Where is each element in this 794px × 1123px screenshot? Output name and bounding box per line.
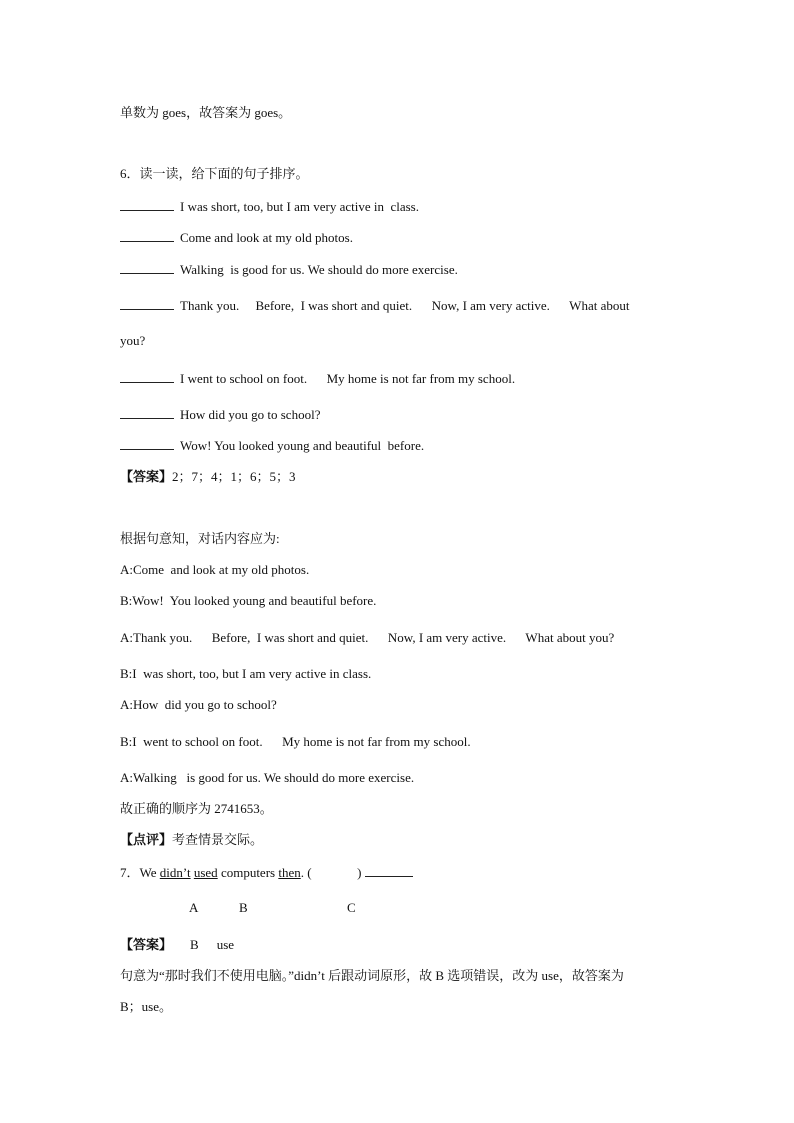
question-7 — [120, 864, 413, 881]
q6-item-1 — [120, 198, 419, 215]
answer-label: 【答案】 — [120, 469, 173, 484]
intro-line: 单数为 goes，故答案为 goes。 — [120, 105, 292, 120]
q6-item-5-text: I went to school on foot. My home is not far from my school. — [180, 371, 516, 386]
answer-value: 2；7；4；1；6；5；3 — [172, 469, 296, 484]
q6-item-7 — [120, 437, 424, 454]
q7-period: . — [300, 865, 304, 880]
dialogue-line-1: A:Come and look at my old photos. — [120, 562, 310, 577]
q6-answer — [120, 469, 296, 485]
dialogue-line-2: B:Wow! You looked young and beautiful before. — [120, 593, 377, 608]
q7-option-b-word: used — [193, 865, 218, 880]
answer-blank[interactable] — [120, 198, 174, 211]
q6-item-5 — [120, 370, 515, 387]
q6-item-3 — [120, 261, 458, 278]
dialogue-line-5: A:How did you go to school? — [120, 697, 277, 712]
q7-option-b-label: B — [239, 900, 248, 915]
q6-item-4-text: Thank you. Before, I was short and quiet. Now, I am very active. What about — [180, 298, 630, 313]
q7-answer — [120, 937, 234, 953]
q6-item-2 — [120, 229, 353, 246]
comment-label: 【点评】 — [120, 832, 173, 847]
dialogue-line-6: B:I went to school on foot. My home is not far from my school. — [120, 734, 471, 749]
q6-explain-intro: 根据句意知，对话内容应为: — [120, 531, 280, 546]
q6-item-1-text: I was short, too, but I am very active in class. — [180, 199, 419, 214]
answer-blank[interactable] — [120, 370, 174, 383]
q6-item-7-text: Wow! You looked young and beautiful before. — [180, 438, 425, 453]
q6-item-3-text: Walking is good for us. We should do more exercise. — [180, 262, 458, 277]
q7-explain-line-1: 句意为“那时我们不使用电脑。”didn’t 后跟动词原形，故 B 选项错误，改为 use，故答案为 — [120, 968, 624, 983]
answer-blank[interactable] — [120, 437, 174, 450]
q7-option-a-label: A — [189, 900, 199, 915]
answer-word: use — [216, 937, 235, 952]
answer-choice: B — [190, 937, 199, 952]
answer-label: 【答案】 — [120, 937, 173, 952]
q6-item-2-text: Come and look at my old photos. — [180, 230, 353, 245]
q6-item-6 — [120, 406, 320, 423]
q7-option-c-word: then — [278, 865, 301, 880]
q7-option-a-word: didn’t — [159, 865, 191, 880]
q6-item-4 — [120, 297, 629, 314]
question-6-title: 6．读一读，给下面的句子排序。 — [120, 166, 309, 181]
answer-blank[interactable] — [120, 261, 174, 274]
q6-conclusion: 故正确的顺序为 2741653。 — [120, 801, 273, 816]
dialogue-line-3: A:Thank you. Before, I was short and quiet. Now, I am very active. What about you? — [120, 630, 615, 645]
q7-answer-paren[interactable]: ( ) — [307, 865, 362, 880]
comment-text: 考查情景交际。 — [172, 832, 264, 847]
q7-word-we: We — [139, 865, 160, 880]
answer-blank[interactable] — [365, 864, 413, 877]
answer-blank[interactable] — [120, 406, 174, 419]
q7-word-computers: computers — [220, 865, 276, 880]
answer-blank[interactable] — [120, 229, 174, 242]
q6-item-6-text: How did you go to school? — [180, 407, 321, 422]
q7-option-c-label: C — [347, 900, 356, 915]
dialogue-line-7: A:Walking is good for us. We should do more exercise. — [120, 770, 415, 785]
dialogue-line-4: B:I was short, too, but I am very active in class. — [120, 666, 372, 681]
q6-item-4-continuation: you? — [120, 333, 146, 348]
q7-number: 7． — [120, 865, 140, 880]
q6-comment — [120, 832, 263, 848]
answer-blank[interactable] — [120, 297, 174, 310]
q7-explain-line-2: B；use。 — [120, 999, 173, 1014]
